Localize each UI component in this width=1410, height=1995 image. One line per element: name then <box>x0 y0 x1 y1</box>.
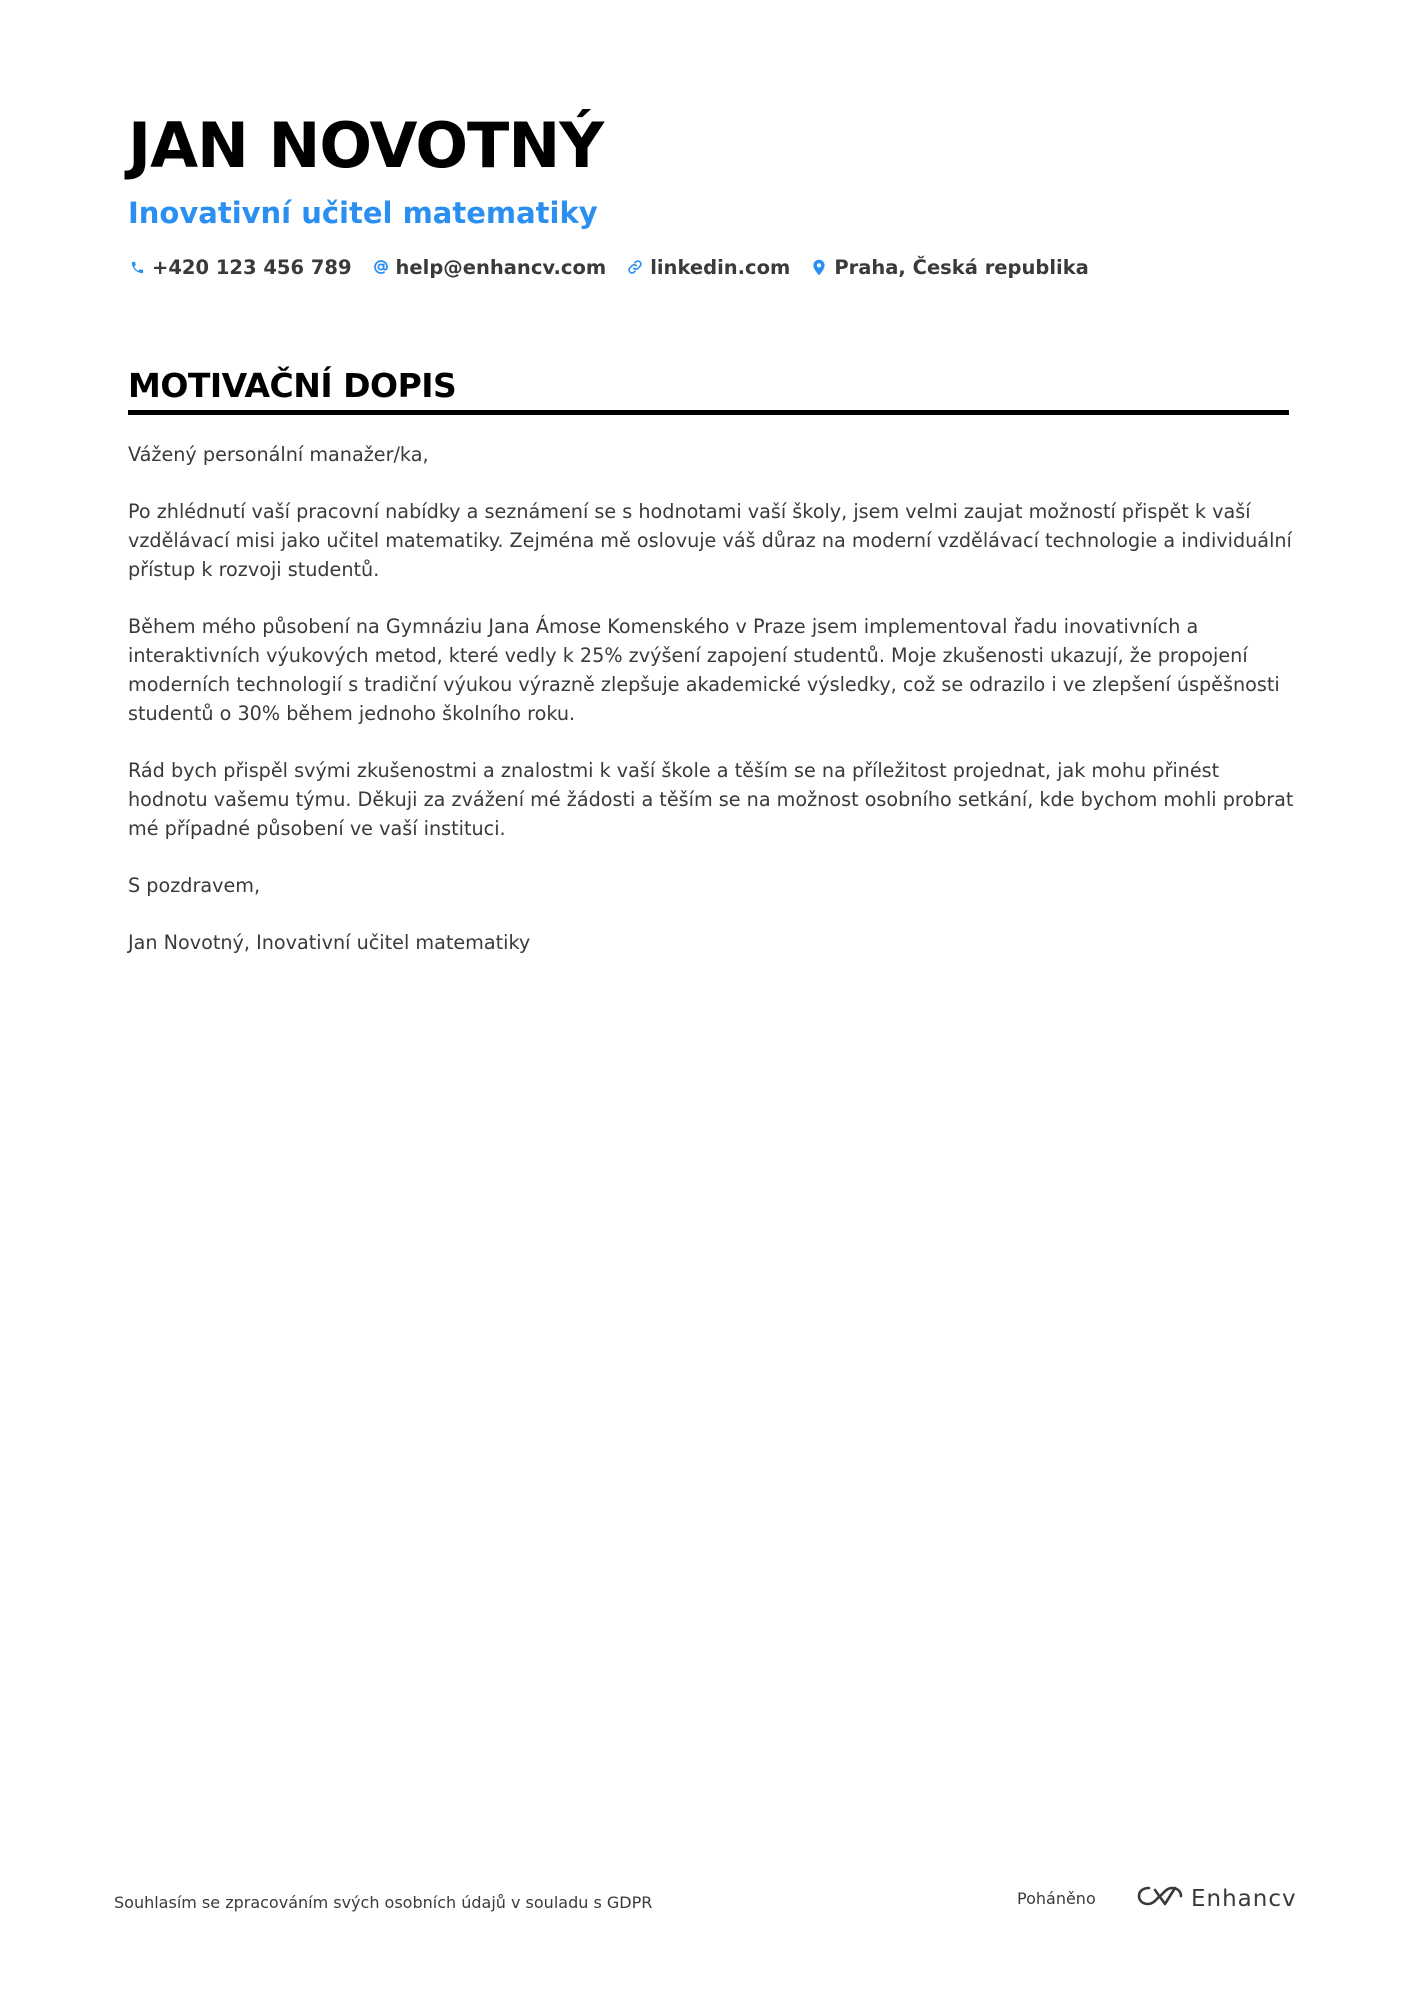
letter-body <box>128 440 1294 985</box>
letter-paragraph: Rád bych přispěl svými zkušenostmi a znalostmi k vaší škole a těším se na příležitost projednat, jak mohu přinést hodnotu vašemu týmu. Děkuji za zvážení mé žádosti a těším se na možnost osobního setkání, kde bychom mohli probrat mé případné působení ve vaší instituci. <box>128 759 1294 840</box>
phone-icon <box>128 258 146 276</box>
letter-signature: Jan Novotný, Inovativní učitel matematiky <box>128 931 531 954</box>
location-text: Praha, Česká republika <box>834 255 1089 279</box>
map-pin-icon <box>810 258 828 276</box>
section-heading: MOTIVAČNÍ DOPIS <box>128 366 457 405</box>
letter-closing: S pozdravem, <box>128 874 261 897</box>
profile-link: linkedin.com <box>650 255 791 279</box>
enhancv-logo-icon <box>1137 1884 1183 1913</box>
letter-paragraph: Během mého působení na Gymnáziu Jana Ámose Komenského v Praze jsem implementoval řadu inovativních a interaktivních výukových metod, které vedly k 25% zvýšení zapojení studentů. Moje zkušenosti ukazují, že propojení moderních technologií s tradiční výukou výrazně zlepšuje akademické výsledky, což se odrazilo i ve zlepšení úspěšnosti studentů o 30% během jednoho školního roku. <box>128 615 1280 725</box>
contact-link[interactable] <box>626 256 790 279</box>
gdpr-consent: Souhlasím se zpracováním svých osobních údajů v souladu s GDPR <box>114 1893 653 1912</box>
brand-logo-link[interactable] <box>1137 1884 1297 1913</box>
letter-paragraph: Po zhlédnutí vaší pracovní nabídky a seznámení se s hodnotami vaší školy, jsem velmi zaujat možností přispět k vaší vzdělávací misi jako učitel matematiky. Zejména mě oslovuje váš důraz na moderní vzdělávací technologie a individuální přístup k rozvoji studentů. <box>128 500 1292 581</box>
resume-header <box>128 108 1288 283</box>
phone-number: +420 123 456 789 <box>152 255 352 279</box>
brand-name: Enhancv <box>1191 1885 1297 1912</box>
contact-bar <box>128 251 1288 283</box>
email-address: help@enhancv.com <box>395 255 607 279</box>
candidate-title: Inovativní učitel matematiky <box>128 196 598 230</box>
at-icon <box>372 258 390 276</box>
powered-by-label: Poháněno <box>1017 1889 1096 1908</box>
letter-greeting: Vážený personální manažer/ka, <box>128 443 429 466</box>
link-icon <box>626 258 644 276</box>
contact-phone[interactable] <box>128 256 352 279</box>
contact-email[interactable] <box>372 256 607 279</box>
section-divider <box>128 410 1289 415</box>
candidate-name: JAN NOVOTNÝ <box>128 109 604 182</box>
contact-location <box>810 256 1089 279</box>
